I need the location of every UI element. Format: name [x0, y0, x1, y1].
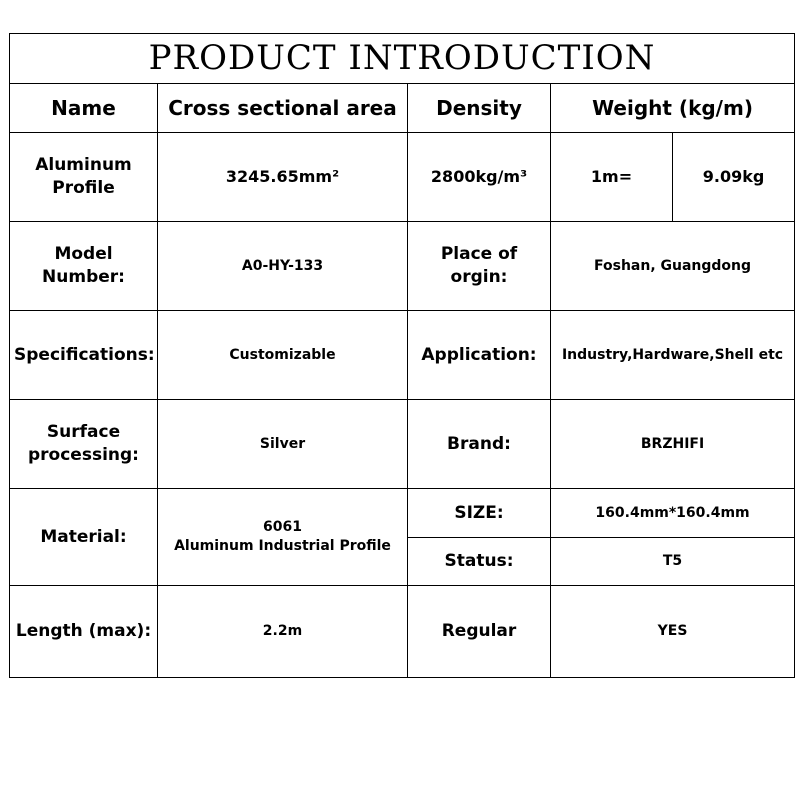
product-spec-table [9, 33, 795, 678]
value-cross-sectional-area: 3245.65mm² [158, 133, 408, 222]
label-specifications: Specifications: [10, 311, 158, 400]
label-surface-processing [10, 400, 158, 489]
label-line: Model [54, 244, 113, 265]
header-name: Name [10, 84, 158, 133]
value-model-number: A0-HY-133 [158, 222, 408, 311]
label-regular: Regular [408, 586, 551, 678]
value-application: Industry,Hardware,Shell etc [551, 311, 795, 400]
label-model-number [10, 222, 158, 311]
label-status: Status: [408, 538, 551, 586]
value-specifications: Customizable [158, 311, 408, 400]
value-place-of-origin: Foshan, Guangdong [551, 222, 795, 311]
label-line: Surface [46, 422, 121, 443]
value-brand: BRZHIFI [551, 400, 795, 489]
value-weight: 9.09kg [673, 133, 795, 222]
header-row [10, 84, 795, 133]
value-length-unit: 1m= [551, 133, 673, 222]
label-size: SIZE: [408, 489, 551, 538]
header-weight: Weight (kg/m) [551, 84, 795, 133]
label-place-of-origin [408, 222, 551, 311]
value-regular: YES [551, 586, 795, 678]
label-line: Profile [52, 178, 115, 198]
header-density: Density [408, 84, 551, 133]
table-row [10, 489, 795, 538]
label-brand: Brand: [408, 400, 551, 489]
table-row [10, 222, 795, 311]
material-grade: 6061 [263, 519, 302, 536]
value-density: 2800kg/m³ [408, 133, 551, 222]
product-introduction-title: PRODUCT INTRODUCTION [10, 34, 795, 84]
value-material [158, 489, 408, 586]
label-line: Place of [440, 244, 518, 265]
label-application: Application: [408, 311, 551, 400]
label-material: Material: [10, 489, 158, 586]
value-status: T5 [551, 538, 795, 586]
value-surface-processing: Silver [158, 400, 408, 489]
table-row [10, 133, 795, 222]
label-line: processing: [28, 445, 139, 465]
label-line: Aluminum [35, 155, 132, 176]
table-row [10, 400, 795, 489]
material-description: Aluminum Industrial Profile [174, 538, 391, 554]
table-row [10, 311, 795, 400]
value-size: 160.4mm*160.4mm [551, 489, 795, 538]
label-line: Number: [42, 267, 125, 287]
title-row [10, 34, 795, 84]
value-length-max: 2.2m [158, 586, 408, 678]
label-line: orgin: [450, 267, 508, 287]
table-row [10, 586, 795, 678]
label-aluminum-profile [10, 133, 158, 222]
header-cross-sectional-area: Cross sectional area [158, 84, 408, 133]
label-length-max: Length (max): [10, 586, 158, 678]
